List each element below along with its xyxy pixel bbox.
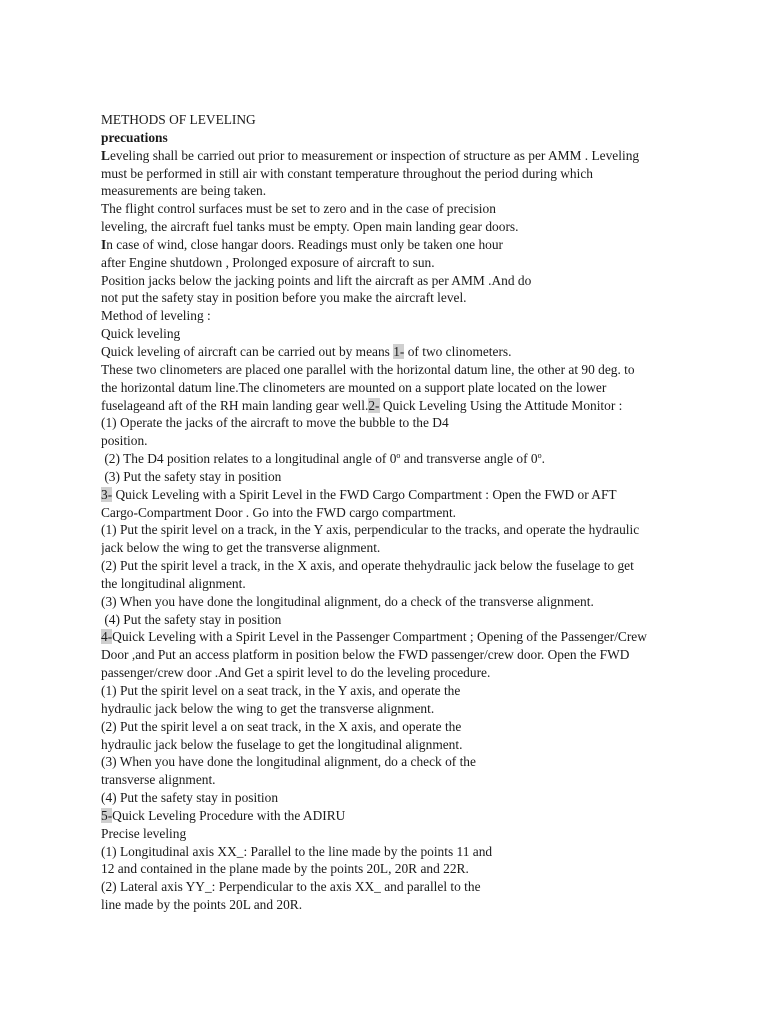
- text-line: [101, 575, 711, 593]
- text-segment: L: [101, 147, 110, 163]
- text-line: [101, 272, 711, 290]
- text-line: [101, 843, 711, 861]
- text-line: [101, 825, 711, 843]
- text-line: [101, 361, 711, 379]
- text-segment: transverse alignment.: [101, 772, 216, 788]
- text-line: [101, 896, 711, 914]
- text-segment: .: [541, 451, 545, 467]
- text-segment: n case of wind, close hangar doors. Readings must only be taken one hour: [106, 236, 504, 252]
- text-line: [101, 147, 711, 165]
- text-line: [101, 664, 711, 682]
- text-line: [101, 736, 711, 754]
- text-line: [101, 539, 711, 557]
- text-line: [101, 218, 711, 236]
- text-segment: Cargo-Compartment Door . Go into the FWD cargo compartment.: [101, 504, 457, 520]
- text-line: [101, 289, 711, 307]
- text-segment: must be performed in still air with constant temperature throughout the period during which: [101, 165, 593, 181]
- text-line: [101, 860, 711, 878]
- text-segment: Quick Leveling Procedure with the ADIRU: [112, 807, 346, 823]
- text-segment: (4) Put the safety stay in position: [101, 790, 279, 806]
- text-line: [101, 557, 711, 575]
- text-segment: (1) Longitudinal axis XX_: Parallel to the line made by the points 11 and: [101, 843, 493, 859]
- step-number-highlight: 3-: [101, 486, 113, 502]
- text-segment: Door ,and Put an access platform in position below the FWD passenger/crew door. Open the FWD: [101, 647, 630, 663]
- text-line: [101, 521, 711, 539]
- text-line: [101, 878, 711, 896]
- text-segment: of two clinometers.: [404, 343, 512, 359]
- text-line: [101, 254, 711, 272]
- text-segment: (1) Put the spirit level on a track, in the Y axis, perpendicular to the tracks, and operate the hydraulic: [101, 522, 640, 538]
- text-line: [101, 414, 711, 432]
- degree-superscript: o: [396, 451, 401, 461]
- text-line: [101, 753, 711, 771]
- text-segment: leveling, the aircraft fuel tanks must be empty. Open main landing gear doors.: [101, 219, 519, 235]
- text-line: [101, 165, 711, 183]
- text-segment: after Engine shutdown , Prolonged exposure of aircraft to sun.: [101, 254, 435, 270]
- text-segment: Quick Leveling with a Spirit Level in the FWD Cargo Compartment : Open the FWD or AFT: [112, 486, 617, 502]
- text-segment: (1) Operate the jacks of the aircraft to move the bubble to the D4: [101, 415, 449, 431]
- text-segment: (3) When you have done the longitudinal alignment, do a check of the transverse alignment.: [101, 593, 594, 609]
- text-segment: (3) Put the safety stay in position: [101, 468, 282, 484]
- text-line: [101, 646, 711, 664]
- text-segment: Quick Leveling with a Spirit Level in the Passenger Compartment ; Opening of the Passenger/Crew: [112, 629, 647, 645]
- step-number-highlight: 1-: [393, 343, 405, 359]
- text-segment: the horizontal datum line.The clinometers are mounted on a support plate located on the lower: [101, 379, 607, 395]
- text-segment: and transverse angle of 0: [400, 451, 538, 467]
- text-segment: (2) The D4 position relates to a longitudinal angle of 0: [101, 451, 397, 467]
- text-line: [101, 789, 711, 807]
- text-segment: eveling shall be carried out prior to measurement or inspection of structure as per AMM . Leveling: [109, 147, 640, 163]
- text-segment: Quick leveling of aircraft can be carried out by means: [101, 343, 394, 359]
- text-line: [101, 486, 711, 504]
- text-segment: the longitudinal alignment.: [101, 575, 246, 591]
- text-line: [101, 593, 711, 611]
- text-segment: jack below the wing to get the transverse alignment.: [101, 540, 381, 556]
- text-segment: (2) Put the spirit level a track, in the X axis, and operate thehydraulic jack below the fuselage to get: [101, 558, 634, 574]
- section-heading: precuations: [101, 129, 168, 145]
- step-number-highlight: 5-: [101, 807, 113, 823]
- text-segment: (3) When you have done the longitudinal alignment, do a check of the: [101, 754, 476, 770]
- step-number-highlight: 2-: [368, 397, 380, 413]
- text-segment: I: [101, 236, 107, 252]
- text-segment: hydraulic jack below the wing to get the transverse alignment.: [101, 700, 435, 716]
- text-line: [101, 200, 711, 218]
- text-line: [101, 700, 711, 718]
- text-segment: hydraulic jack below the fuselage to get the longitudinal alignment.: [101, 736, 463, 752]
- text-line: [101, 182, 711, 200]
- text-line: [101, 771, 711, 789]
- text-line: [101, 682, 711, 700]
- text-segment: The flight control surfaces must be set to zero and in the case of precision: [101, 201, 496, 217]
- document-body: [101, 111, 711, 914]
- text-segment: These two clinometers are placed one parallel with the horizontal datum line, the other at 90 deg. to: [101, 361, 635, 377]
- step-number-highlight: 4-: [101, 629, 113, 645]
- text-line: [101, 718, 711, 736]
- text-segment: position.: [101, 433, 148, 449]
- text-line: [101, 236, 711, 254]
- text-segment: 12 and contained in the plane made by the points 20L, 20R and 22R.: [101, 861, 469, 877]
- text-segment: (2) Lateral axis YY_: Perpendicular to the axis XX_ and parallel to the: [101, 879, 481, 895]
- text-line: [101, 611, 711, 629]
- text-segment: line made by the points 20L and 20R.: [101, 897, 303, 913]
- text-line: [101, 432, 711, 450]
- text-segment: Quick Leveling Using the Attitude Monitor :: [379, 397, 623, 413]
- text-segment: fuselageand aft of the RH main landing gear well.: [101, 397, 369, 413]
- text-segment: (1) Put the spirit level on a seat track, in the Y axis, and operate the: [101, 683, 461, 698]
- text-segment: (2) Put the spirit level a on seat track, in the X axis, and operate the: [101, 718, 462, 734]
- text-line: [101, 628, 711, 646]
- text-segment: not put the safety stay in position before you make the aircraft level.: [101, 290, 467, 306]
- degree-superscript: o: [537, 451, 542, 461]
- text-segment: Precise leveling: [101, 825, 187, 841]
- text-lines: [101, 147, 711, 914]
- text-segment: Quick leveling: [101, 326, 181, 342]
- text-line: [101, 325, 711, 343]
- text-segment: Position jacks below the jacking points and lift the aircraft as per AMM .And do: [101, 272, 532, 288]
- text-line: [101, 379, 711, 397]
- text-segment: (4) Put the safety stay in position: [101, 611, 282, 627]
- text-line: [101, 397, 711, 415]
- text-line: [101, 807, 711, 825]
- text-segment: passenger/crew door .And Get a spirit level to do the leveling procedure.: [101, 665, 491, 681]
- text-segment: Method of leveling :: [101, 308, 211, 324]
- text-line: [101, 450, 711, 468]
- text-segment: measurements are being taken.: [101, 183, 267, 199]
- text-line: [101, 343, 711, 361]
- text-line: [101, 307, 711, 325]
- document-title: METHODS OF LEVELING: [101, 112, 256, 127]
- text-line: [101, 468, 711, 486]
- text-line: [101, 504, 711, 522]
